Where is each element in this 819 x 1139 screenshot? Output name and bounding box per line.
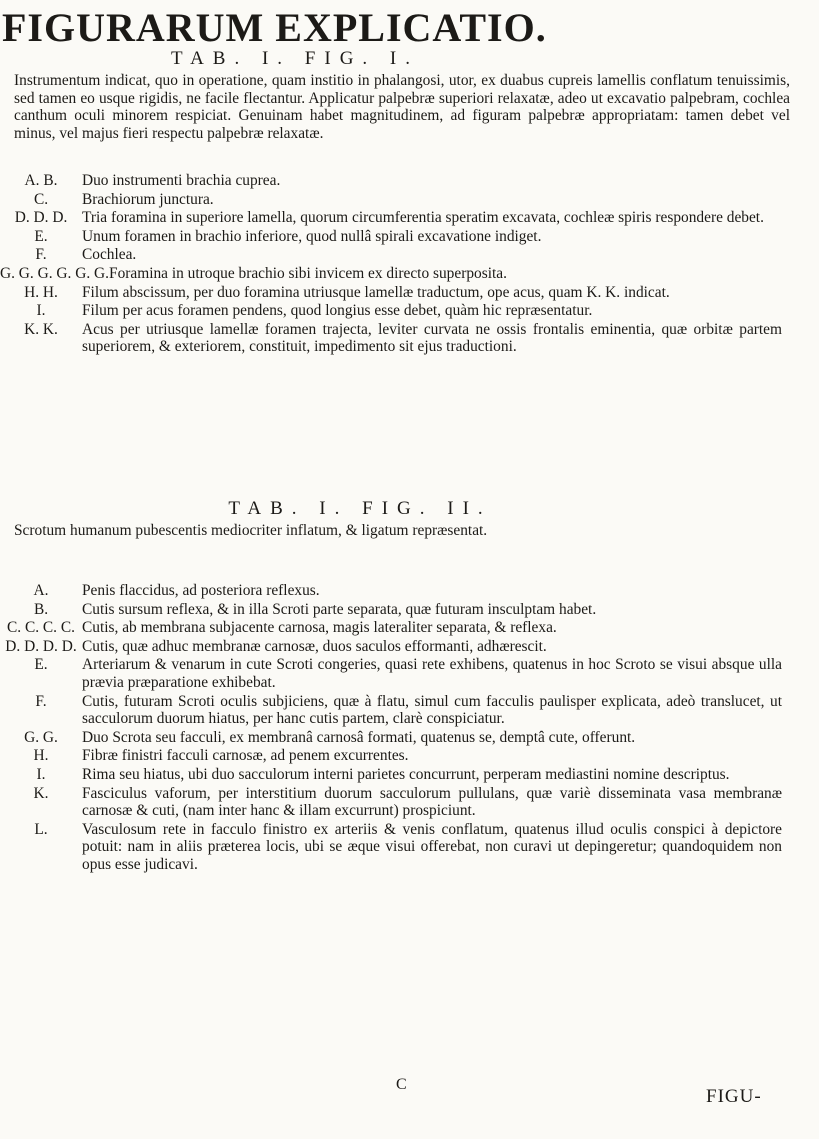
legend-text: Acus per utriusque lamellæ foramen trajecta, leviter curvata ne ossis frontalis eminentia, quæ orbitæ partem superiorem, & exteriorem, constituit, impedimento sit ejus traductioni. [82,320,782,356]
legend-item [0,729,800,747]
legend-item [0,638,800,656]
legend-text: Cutis sursum reflexa, & in illa Scroti parte separata, quæ futuram insculptam habet. [82,600,597,618]
legend-list-1 [0,172,800,357]
legend-item [0,246,800,264]
legend-text: Cutis, quæ adhuc membranæ carnosæ, duos saculos efformanti, adhærescit. [82,637,547,655]
legend-label: F. [35,246,47,264]
legend-list-2 [0,582,800,875]
legend-text: Arteriarum & venarum in cute Scroti congeries, quasi rete exhibens, quatenus in hoc Scroto se visui absque ulla prævia præparatione exhibebat. [82,656,782,691]
legend-label: I. [36,765,46,783]
legend-text: Brachiorum junctura. [82,190,214,208]
legend-text: Fibræ finistri facculi carnosæ, ad penem excurrentes. [82,747,409,765]
legend-text: Fasciculus vaforum, per interstitium duorum sacculorum pullulans, quæ variè disseminata vasa membranæ carnosæ & cuti, (nam inter hanc & illam excurrunt) prospiciunt. [82,784,782,820]
legend-item [0,209,800,227]
legend-text: Penis flaccidus, ad posteriora reflexus. [82,582,320,599]
legend-text: Vasculosum rete in facculo finistro ex arteriis & venis conflatum, quatenus illud oculis conspici à depictore potuit: nam in aliis præterea locis, ubi se æque visui offerebat, non curavi ut depingeretur; quandoquidem non opus esse judicavi. [82,820,782,873]
legend-text: Duo instrumenti brachia cuprea. [82,172,281,189]
legend-label: D. D. D. D. [5,637,77,655]
legend-text: Cutis, ab membrana subjacente carnosa, magis lateraliter separata, & reflexa. [82,619,557,637]
legend-label: K. K. [24,320,58,338]
legend-label: E. [34,656,48,674]
legend-label: D. D. D. [14,209,68,227]
legend-label: L. [34,820,48,838]
legend-label: A. B. [24,172,58,189]
signature-mark: C [396,1076,407,1093]
legend-text: Tria foramina in superiore lamella, quorum circumferentia speratim excavata, cochleæ spiris respondere debet. [82,209,764,227]
legend-label: G. G. [24,728,58,746]
legend-label: C. C. C. C. [7,619,75,637]
page-footer [0,1076,800,1106]
legend-item [0,284,800,302]
legend-text: Unum foramen in brachio inferiore, quod nullâ spirali excavatione indiget. [82,227,542,245]
legend-text: Duo Scrota seu facculi, ex membranâ carnosâ formati, quatenus se, demptâ cute, offerunt. [82,728,636,746]
legend-label: E. [34,227,48,245]
intro-paragraph-1: Instrumentum indicat, quo in operatione, quam institio in phalangosi, utor, ex duabus cupreis lamellis conflatum tenuissimis, sed tamen eo usque rigidis, ne facile flectantur. Applicatur palpebræ superiori relaxatæ, adeo ut excavatio palpebram, cochlea canthum oculi minorem respiciat. Genuinam habet magnitudinem, ad figuram palpebræ appropriatam: tamen debet vel minus, vel majus fieri respectu palpebræ relaxatæ. [14,72,790,142]
legend-item [0,693,800,728]
legend-label: H. H. [24,283,58,301]
legend-text: Foramina in utroque brachio sibi invicem ex directo superposita. [109,264,507,282]
legend-label: F. [35,692,47,710]
catchword: FIGU- [706,1086,762,1107]
legend-item [0,656,800,691]
legend-text: Rima seu hiatus, ubi duo sacculorum interni parietes concurrunt, perperam mediastini nomine descriptus. [82,765,730,783]
legend-item [0,766,800,784]
legend-item [0,265,800,283]
legend-item [0,321,800,356]
legend-item [0,619,800,637]
legend-item [0,582,800,600]
legend-label: C. [33,190,49,208]
legend-label: B. [33,600,49,618]
figure-heading-2: TAB. I. FIG. II. [228,498,492,519]
legend-item [0,172,800,190]
intro-paragraph-2: Scrotum humanum pubescentis mediocriter inflatum, & ligatum repræsentat. [14,522,488,539]
legend-label: K. [33,784,49,802]
legend-label: A. [33,582,49,599]
legend-text: Cochlea. [82,246,137,264]
legend-text: Filum per acus foramen pendens, quod longius esse debet, quàm hic repræsentatur. [82,302,593,320]
legend-item [0,228,800,246]
legend-item [0,191,800,209]
legend-label: H. [33,747,49,765]
legend-label: G. G. G. G. G. G. [0,264,110,282]
legend-item [0,747,800,765]
legend-text: Filum abscissum, per duo foramina utriusque lamellæ traductum, ope acus, quam K. K. indicat. [82,283,670,301]
legend-text: Cutis, futuram Scroti oculis subjiciens, quæ à flatu, simul cum facculis paulisper explicata, adeò translucet, ut sacculorum duorum hiatus, per hanc cutis partem, clarè conspiciatur. [82,692,782,728]
legend-label: I. [36,302,46,320]
legend-item [0,821,800,874]
legend-item [0,785,800,820]
page-title: FIGURARUM EXPLICATIO. [2,5,547,50]
legend-item [0,302,800,320]
figure-heading-1: TAB. I. FIG. I. [171,48,419,69]
legend-item [0,601,800,619]
